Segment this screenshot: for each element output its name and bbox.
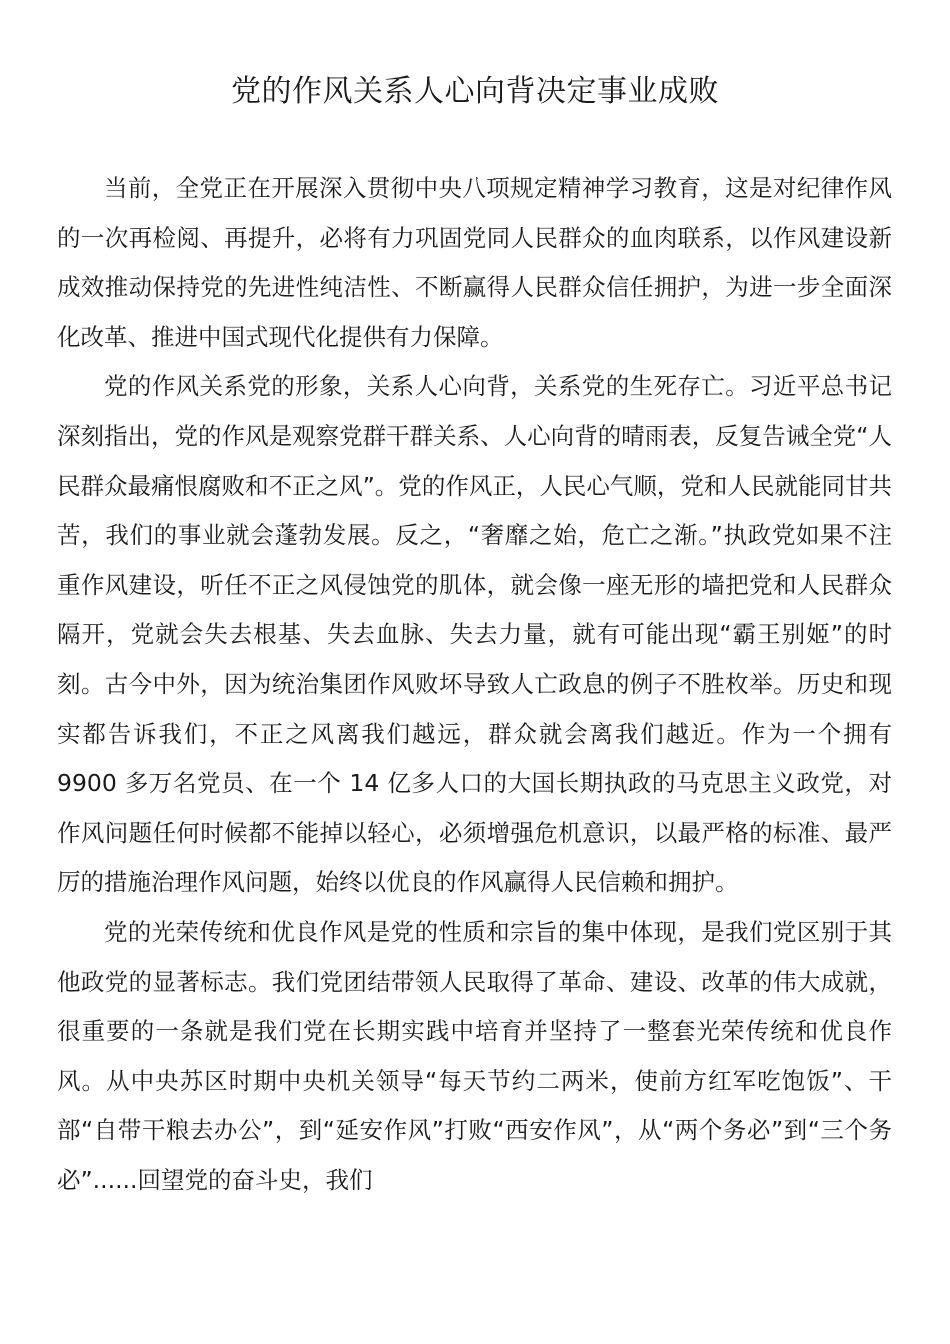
paragraph-3: 党的光荣传统和优良作风是党的性质和宗旨的集中体现，是我们党区别于其他政党的显著标志。我们党团结带领人民取得了革命、建设、改革的伟大成就，很重要的一条就是我们党在长期实践中培育并坚持了一整套光荣传统和优良作风。从中央苏区时期中央机关领导“每天节约二两米，使前方红军吃饱饭”、干部“自带干粮去办公”，到“延安作风”打败“西安作风”，从“两个务必”到“三个务必”......回望党的奋斗史，我们 <box>57 917 892 1194</box>
paragraph-1: 当前，全党正在开展深入贯彻中央八项规定精神学习教育，这是对纪律作风的一次再检阅、再提升，必将有力巩固党同人民群众的血肉联系，以作风建设新成效推动保持党的先进性纯洁性、不断赢得人民群众信任拥护，为进一步全面深化改革、推进中国式现代化提供有力保障。 <box>57 174 892 351</box>
document-title: 党的作风关系人心向背决定事业成败 <box>231 74 719 109</box>
document-body <box>57 164 892 1205</box>
paragraph-2: 党的作风关系党的形象，关系人心向背，关系党的生死存亡。习近平总书记深刻指出，党的作风是观察党群干群关系、人心向背的晴雨表，反复告诫全党“人民群众最痛恨腐败和不正之风”。党的作风正，人民心气顺，党和人民就能同甘共苦，我们的事业就会蓬勃发展。反之，“奢靡之始，危亡之渐。”执政党如果不注重作风建设，听任不正之风侵蚀党的肌体，就会像一座无形的墙把党和人民群众隔开，党就会失去根基、失去血脉、失去力量，就有可能出现“霸王别姬”的时刻。古今中外，因为统治集团作风败坏导致人亡政息的例子不胜枚举。历史和现实都告诉我们，不正之风离我们越远，群众就会离我们越近。作为一个拥有 9900 多万名党员、在一个 14 亿多人口的大国长期执政的马克思主义政党，对作风问题任何时候都不能掉以轻心，必须增强危机意识，以最严格的标准、最严厉的措施治理作风问题，始终以优良的作风赢得人民信赖和拥护。 <box>57 372 892 897</box>
